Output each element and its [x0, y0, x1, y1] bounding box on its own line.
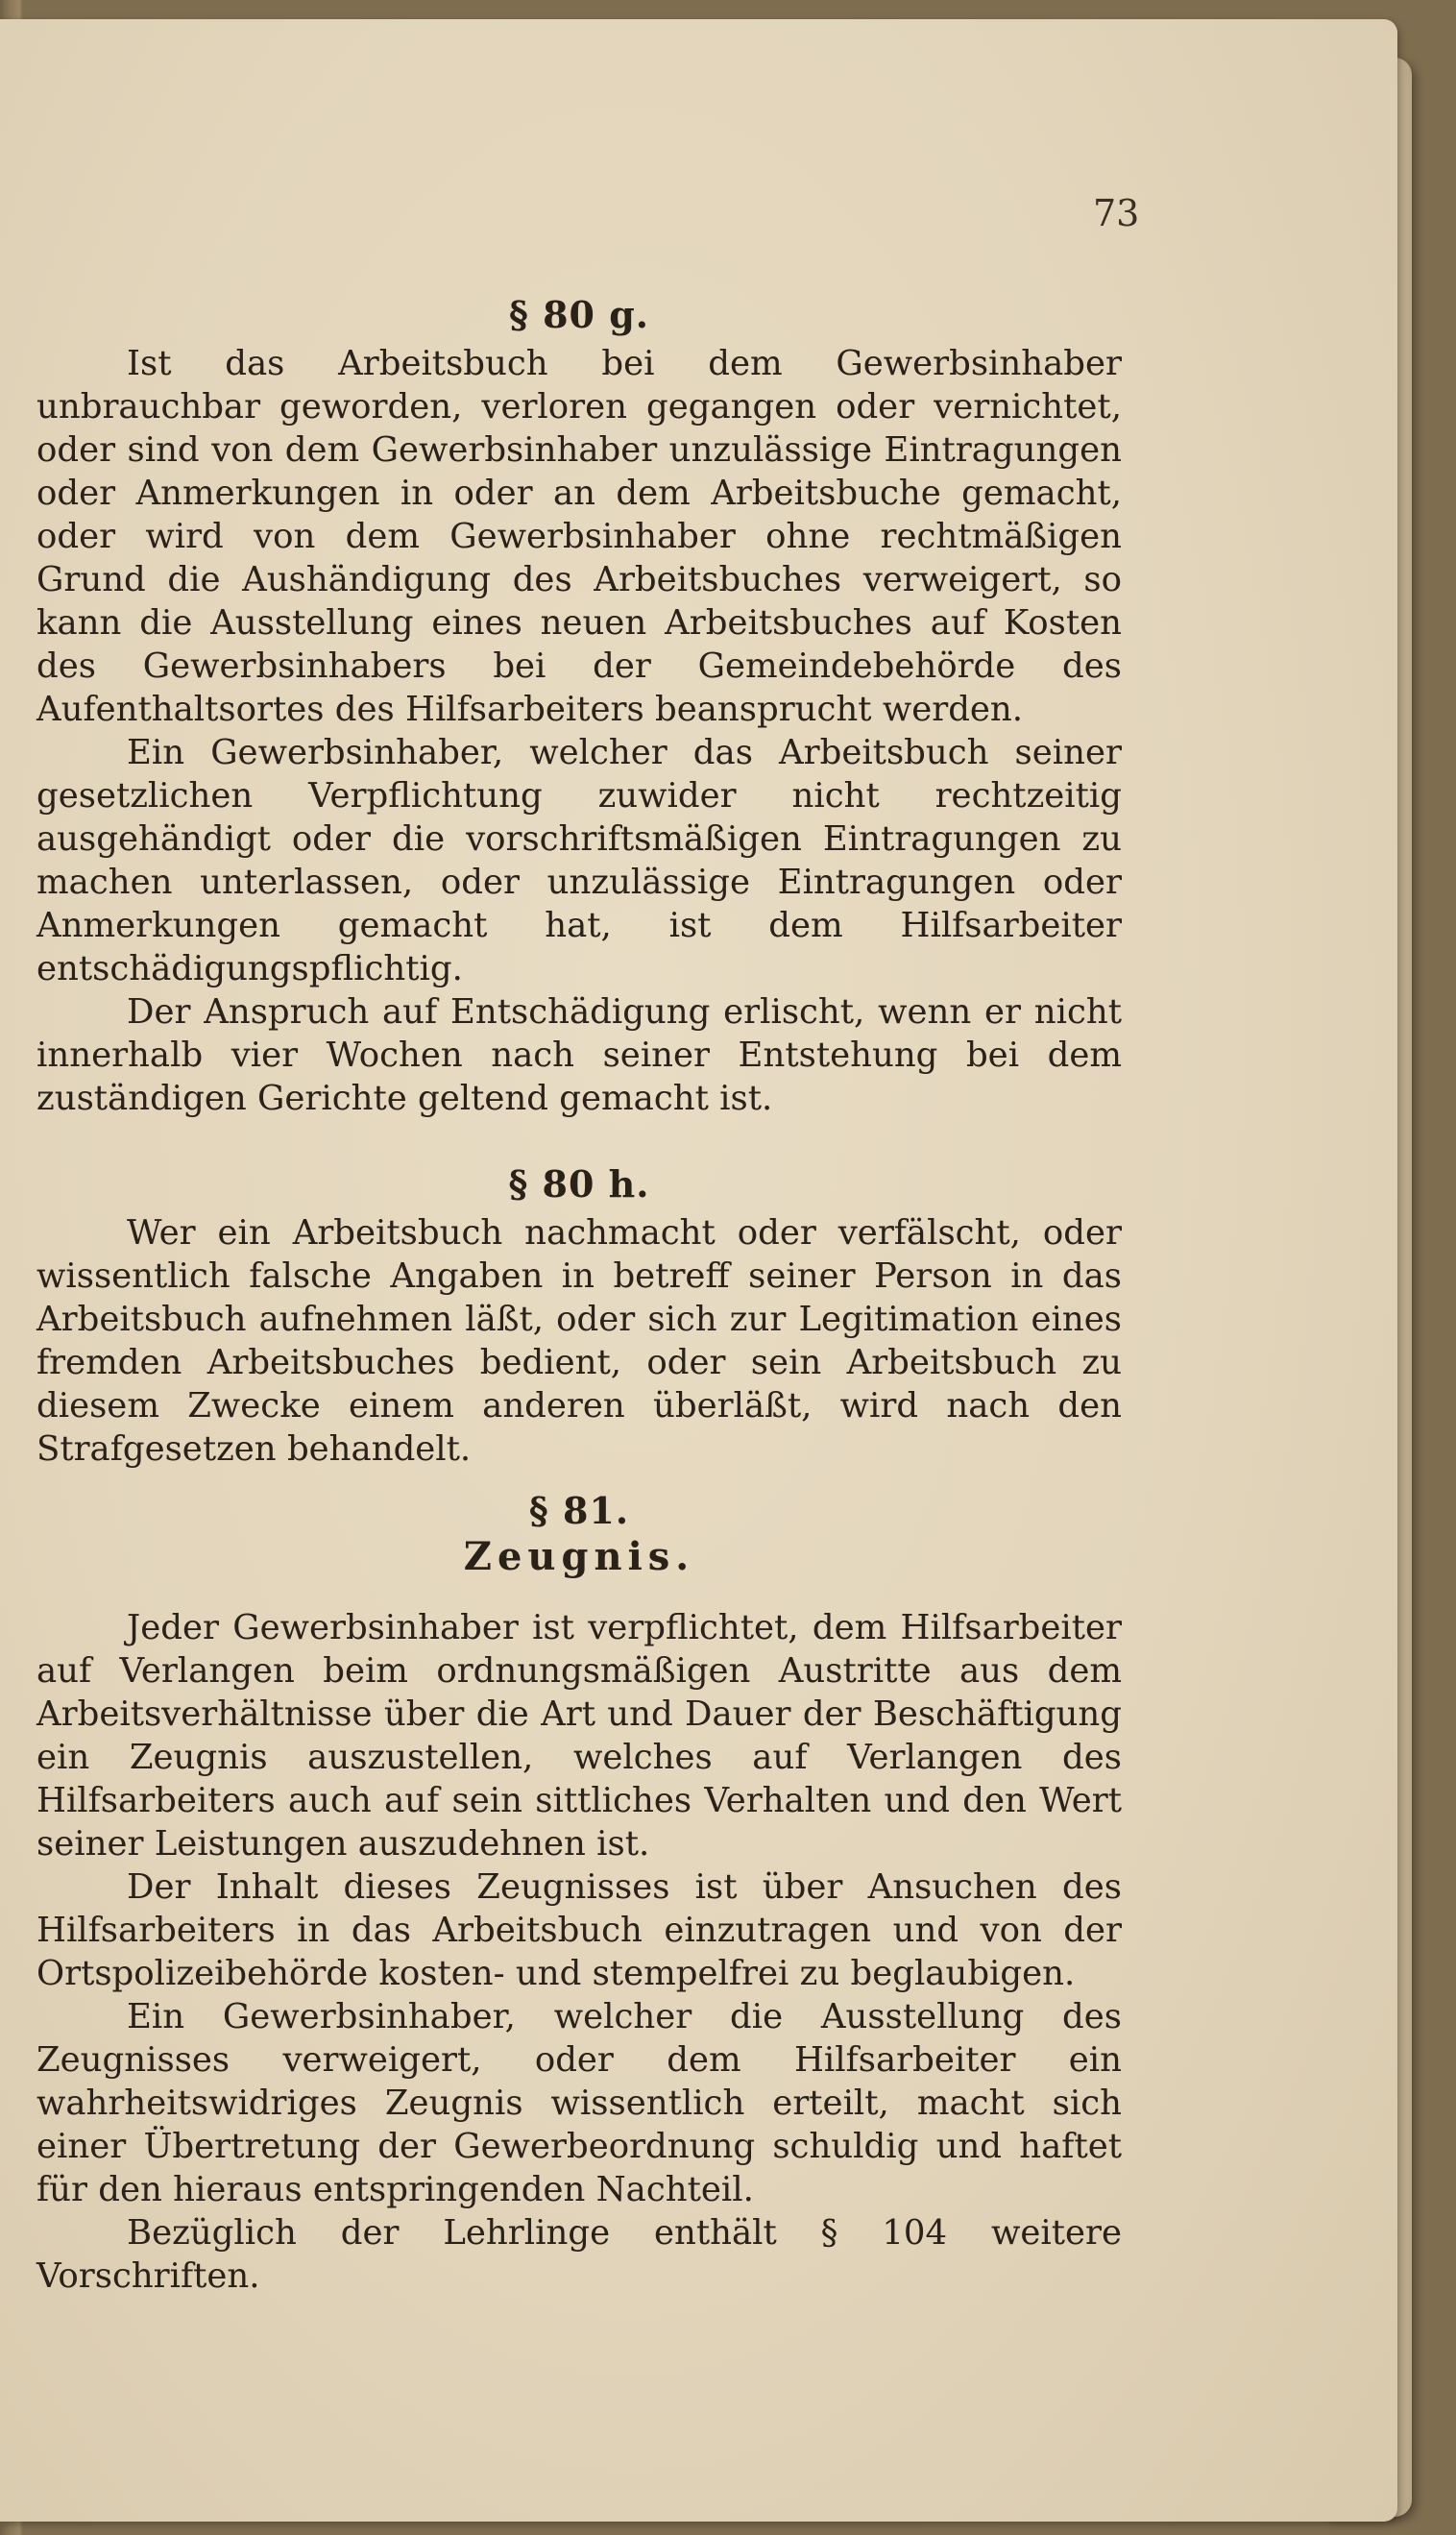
- section-heading: § 80 g.: [508, 293, 649, 336]
- paragraph: Jeder Gewerbsinhaber ist verpflichtet, dem Hilfsarbeiter auf Verlangen beim ordnungsmäßigen Austritte aus dem Arbeitsverhältnisse über die Art und Dauer der Beschäftigung ein Zeugnis auszustellen, welches auf Verlangen des Hilfsarbeiters auch auf sein sittliches Verhalten und den Wert seiner Leistungen auszudehnen ist.: [36, 1608, 1122, 1864]
- paragraph: Ist das Arbeitsbuch bei dem Gewerbsinhaber unbrauchbar geworden, verloren gegangen oder vernichtet, oder sind von dem Gewerbsinhaber unzulässige Eintragungen oder Anmerkungen in oder an dem Arbeitsbuche gemacht, oder wird von dem Gewerbsinhaber ohne rechtmäßigen Grund die Aushändigung des Arbeitsbuches verweigert, so kann die Ausstellung eines neuen Arbeitsbuches auf Kosten des Gewerbsinhabers bei der Gemeindebehörde des Aufenthaltsortes des Hilfsarbeiters beansprucht werden.: [36, 344, 1122, 729]
- section-subheading: Zeugnis.: [463, 1534, 695, 1579]
- section-heading: § 81.: [528, 1489, 630, 1532]
- book-page: [0, 19, 1397, 2522]
- paragraph: Wer ein Arbeitsbuch nachmacht oder verfälscht, oder wissentlich falsche Angaben in betreff seiner Person in das Arbeitsbuch aufnehmen läßt, oder sich zur Legitimation eines fremden Arbeitsbuches bedient, oder sein Arbeitsbuch zu diesem Zwecke einem anderen überläßt, wird nach den Strafgesetzen behandelt.: [36, 1213, 1122, 1469]
- paragraph: Der Anspruch auf Entschädigung erlischt, wenn er nicht innerhalb vier Wochen nach seiner Entstehung bei dem zuständigen Gerichte geltend gemacht ist.: [36, 992, 1122, 1118]
- paragraph: Ein Gewerbsinhaber, welcher das Arbeitsbuch seiner gesetzlichen Verpflichtung zuwider nicht rechtzeitig ausgehändigt oder die vorschriftsmäßigen Eintragungen zu machen unterlassen, oder unzulässige Eintragungen oder Anmerkungen gemacht hat, ist dem Hilfsarbeiter entschädigungspflichtig.: [36, 733, 1122, 988]
- section-80h: [36, 1162, 1122, 1471]
- paragraph: Bezüglich der Lehrlinge enthält § 104 weitere Vorschriften.: [36, 2213, 1122, 2296]
- section-81: [36, 1489, 1122, 2298]
- paragraph: Der Inhalt dieses Zeugnisses ist über Ansuchen des Hilfsarbeiters in das Arbeitsbuch einzutragen und von der Ortspolizeibehörde kosten- und stempelfrei zu beglaubigen.: [36, 1867, 1122, 1993]
- section-80g: [36, 293, 1122, 1120]
- paragraph: Ein Gewerbsinhaber, welcher die Ausstellung des Zeugnisses verweigert, oder dem Hilfsarbeiter ein wahrheitswidriges Zeugnis wissentlich erteilt, macht sich einer Übertretung der Gewerbeordnung schuldig und haftet für den hieraus entspringenden Nachteil.: [36, 1997, 1122, 2209]
- section-heading: § 80 h.: [508, 1162, 650, 1206]
- page-number: 73: [1093, 192, 1140, 234]
